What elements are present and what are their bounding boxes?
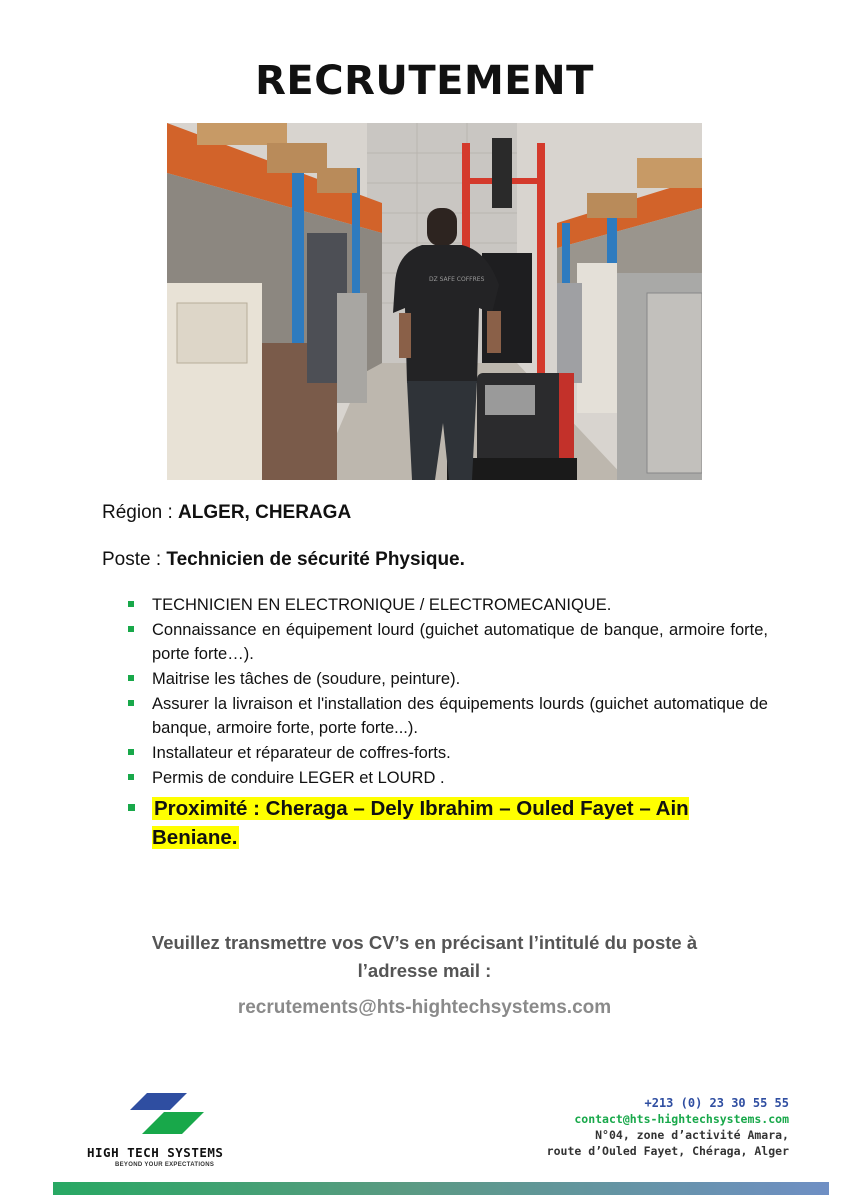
requirement-item: Permis de conduire LEGER et LOURD . bbox=[128, 766, 768, 790]
bullet-square-icon bbox=[128, 749, 134, 755]
brand-name: HIGH TECH SYSTEMS bbox=[87, 1145, 224, 1160]
cv-instructions-line1: Veuillez transmettre vos CV’s en précisant l’intitulé du poste à bbox=[151, 932, 698, 953]
requirements-list bbox=[128, 593, 768, 853]
bullet-square-icon bbox=[128, 774, 134, 780]
recruitment-email[interactable]: recrutements@hts-hightechsystems.com bbox=[237, 997, 612, 1018]
contact-phone: +213 (0) 23 30 55 55 bbox=[644, 1096, 789, 1110]
contact-address-line2: route d’Ouled Fayet, Chéraga, Alger bbox=[546, 1144, 789, 1158]
requirement-item: Maitrise les tâches de (soudure, peinture). bbox=[128, 667, 768, 691]
bullet-square-icon bbox=[128, 675, 134, 681]
bullet-square-icon bbox=[128, 804, 135, 811]
requirement-item: Connaissance en équipement lourd (guichet automatique de banque, armoire forte, porte forte…). bbox=[128, 618, 768, 666]
proximity-text: Proximité : Cheraga – Dely Ibrahim – Ouled Fayet – Ain Beniane. bbox=[152, 797, 689, 849]
region-field bbox=[102, 502, 351, 524]
requirement-item: Assurer la livraison et l'installation des équipements lourds (guichet automatique de banque, armoire forte, porte forte...). bbox=[128, 692, 768, 740]
contact-address-line1: N°04, zone d’activité Amara, bbox=[595, 1128, 789, 1142]
proximity-item bbox=[128, 794, 768, 852]
cv-instructions-line2: l’adresse mail : bbox=[357, 960, 492, 981]
region-label: Région : bbox=[102, 502, 179, 523]
contact-block bbox=[547, 1095, 789, 1159]
poste-label: Poste : bbox=[102, 549, 167, 570]
cv-instructions bbox=[0, 929, 849, 985]
bullet-square-icon bbox=[128, 700, 134, 706]
bullet-square-icon bbox=[128, 601, 134, 607]
bullet-square-icon bbox=[128, 626, 134, 632]
poste-value: Technicien de sécurité Physique. bbox=[166, 549, 465, 570]
footer-gradient-bar bbox=[53, 1182, 829, 1195]
poste-field bbox=[102, 549, 465, 571]
svg-text:DZ SAFE COFFRES: DZ SAFE COFFRES bbox=[429, 276, 485, 283]
requirement-item: Installateur et réparateur de coffres-forts. bbox=[128, 741, 768, 765]
warehouse-photo bbox=[167, 123, 702, 480]
contact-email[interactable]: contact@hts-hightechsystems.com bbox=[574, 1112, 789, 1126]
brand-tagline: BEYOND YOUR EXPECTATIONS bbox=[115, 1162, 215, 1168]
requirement-item: TECHNICIEN EN ELECTRONIQUE / ELECTROMECANIQUE. bbox=[128, 593, 768, 617]
page-title: RECRUTEMENT bbox=[255, 58, 594, 104]
region-value: ALGER, CHERAGA bbox=[178, 502, 352, 523]
